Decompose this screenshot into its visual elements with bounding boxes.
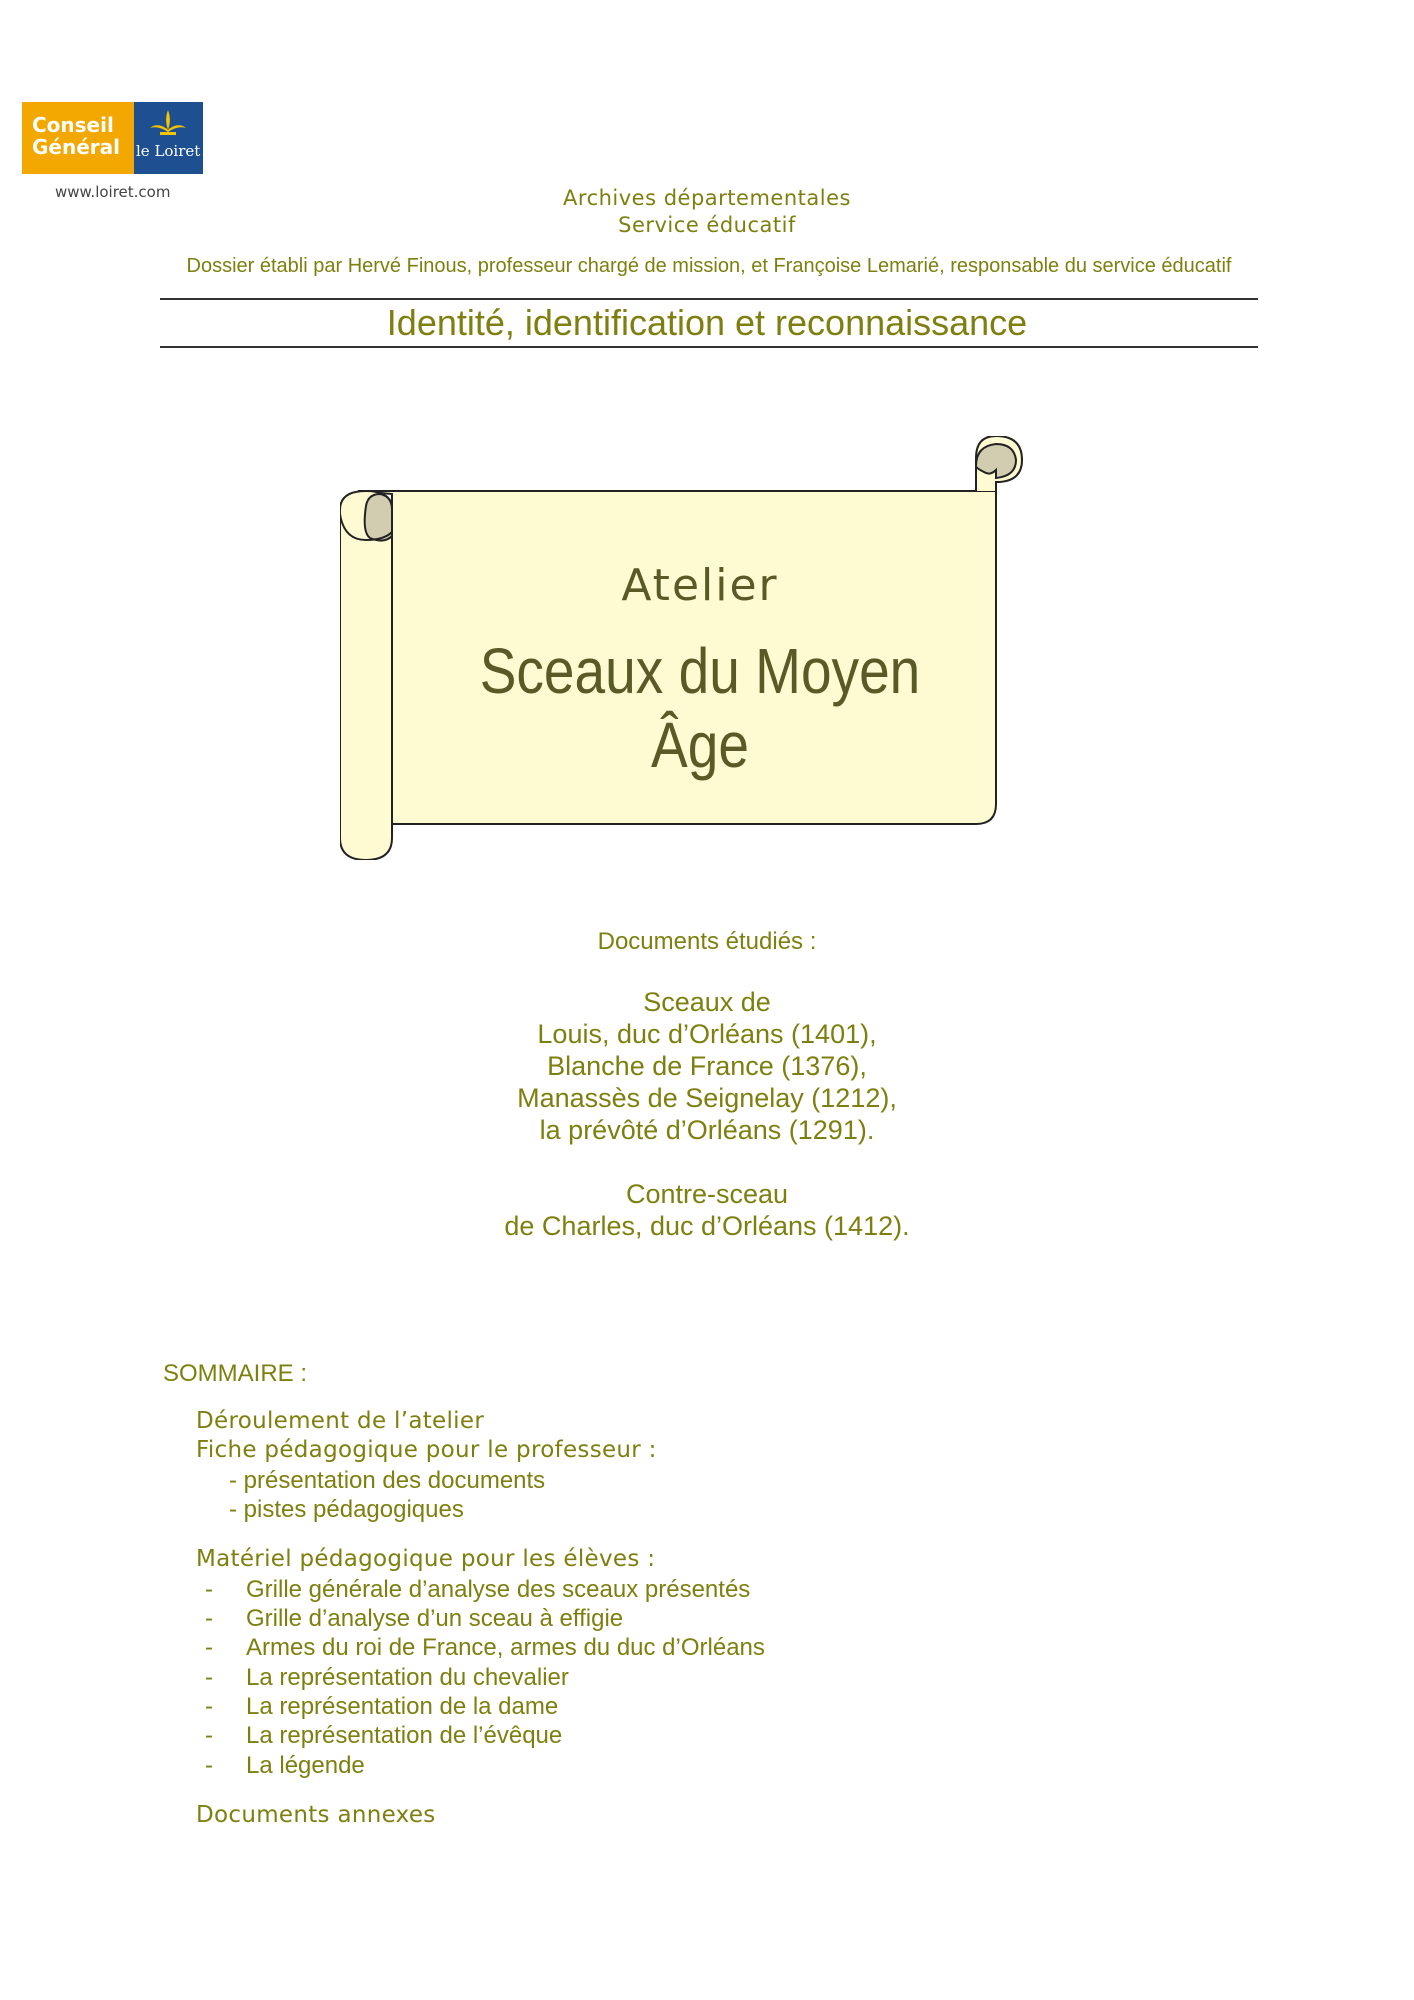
list-dash: -: [205, 1664, 213, 1691]
title-rule-top: [160, 298, 1258, 300]
list-dash: -: [205, 1752, 213, 1779]
sommaire-subitem: - présentation des documents: [229, 1467, 546, 1494]
documents-line: Louis, duc d’Orléans (1401),: [537, 1019, 877, 1049]
sommaire-subitem: - pistes pédagogiques: [229, 1496, 464, 1523]
sommaire-section-3: Matériel pédagogique pour les élèves :: [196, 1546, 656, 1572]
documents-line: Sceaux de: [643, 987, 771, 1017]
list-dash: -: [205, 1693, 213, 1720]
conseil-general-loiret-logo: [22, 102, 203, 174]
documents-list: [0, 986, 1414, 1146]
sommaire-list-item: Grille générale d’analyse des sceaux présentés: [246, 1576, 751, 1603]
sommaire-list-item: La représentation de l’évêque: [246, 1722, 563, 1749]
logo-url[interactable]: www.loiret.com: [55, 183, 171, 201]
documents-line: Manassès de Seignelay (1212),: [517, 1083, 897, 1113]
sommaire-section-1: Déroulement de l’atelier: [196, 1408, 485, 1434]
counter-seal-list: [0, 1178, 1414, 1242]
header-line-1: Archives départementales: [563, 186, 851, 210]
list-dash: -: [205, 1634, 213, 1661]
documents-line: la prévôté d’Orléans (1291).: [539, 1115, 875, 1145]
workshop-title: Sceaux du Moyen Âge: [479, 635, 921, 781]
workshop-label: Atelier: [621, 560, 779, 611]
list-dash: -: [205, 1576, 213, 1603]
list-dash: -: [205, 1722, 213, 1749]
svg-text:le Loiret: le Loiret: [136, 142, 201, 160]
sommaire-heading: SOMMAIRE :: [163, 1360, 308, 1387]
svg-text:Général: Général: [32, 135, 120, 159]
documents-line: Blanche de France (1376),: [547, 1051, 867, 1081]
documents-heading: Documents étudiés :: [597, 928, 817, 955]
page-title: Identité, identification et reconnaissance: [386, 302, 1028, 343]
title-rule-bottom: [160, 346, 1258, 348]
sommaire-list-item: La représentation de la dame: [246, 1693, 559, 1720]
counter-seal-line: de Charles, duc d’Orléans (1412).: [504, 1211, 910, 1241]
sommaire-section-2: Fiche pédagogique pour le professeur :: [196, 1437, 657, 1463]
sommaire-section-4: Documents annexes: [196, 1802, 436, 1828]
counter-seal-line: Contre-sceau: [625, 1179, 789, 1209]
sommaire-list-item: La légende: [246, 1752, 365, 1779]
sommaire-list-item: La représentation du chevalier: [246, 1664, 569, 1691]
list-dash: -: [205, 1605, 213, 1632]
sommaire-list-item: Armes du roi de France, armes du duc d’Orléans: [246, 1634, 765, 1661]
sommaire-list-item: Grille d’analyse d’un sceau à effigie: [246, 1605, 624, 1632]
svg-text:Conseil: Conseil: [32, 113, 114, 137]
author-line: Dossier établi par Hervé Finous, professeur chargé de mission, et Françoise Lemarié, responsable du service éducatif: [186, 255, 1232, 277]
header-line-2: Service éducatif: [618, 213, 796, 237]
